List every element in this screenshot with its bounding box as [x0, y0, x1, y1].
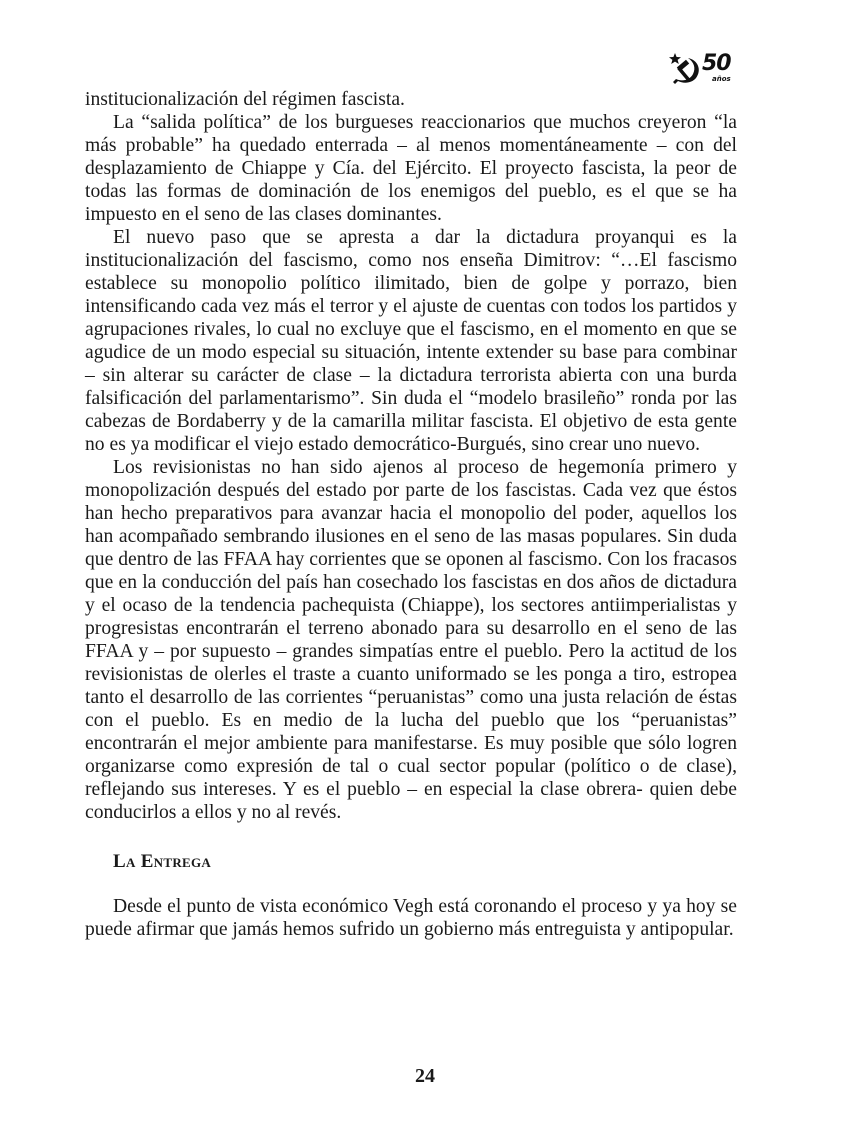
- hammer-sickle-star-icon: [668, 52, 704, 86]
- paragraph: La “salida política” de los burgueses reaccionarios que muchos creyeron “la más probable” ha quedado enterrada – al menos momentáneamente – con del desplazamiento de Chiappe y Cía. del Ejército. El proyecto fascista, la peor de todas las formas de dominación de los enemigos del pueblo, es el que se ha impuesto en el seno de las clases dominantes.: [85, 112, 737, 225]
- logo-subtitle: años: [712, 75, 731, 83]
- section-heading: La Entrega: [113, 851, 212, 872]
- paragraph: El nuevo paso que se apresta a dar la dictadura proyanqui es la institucionalización del fascismo, como nos enseña Dimitrov: “…El fascismo establece su monopolio político ilimitado, bien de golpe y porrazo, bien intensificando cada vez más el terror y el ajuste de cuentas con todos los partidos y agrupaciones rivales, lo cual no excluye que el fascismo, en el momento en que se agudice de un modo especial su situación, intente extender su base para combinar – sin alterar su carácter de clase – la dictadura terrorista abierta con una burda falsificación del parlamentarismo”. Sin duda el “modelo brasileño” ronda por las cabezas de Bordaberry y de la camarilla militar fascista. El objetivo de esta gente no es ya modificar el viejo estado democrático-Burgués, sino crear uno nuevo.: [85, 227, 737, 455]
- paragraph: Los revisionistas no han sido ajenos al proceso de hegemonía primero y monopolización después del estado por parte de los fascistas. Cada vez que éstos han hecho preparativos para avanzar hacia el monopolio del poder, aquellos los han acompañado sembrando ilusiones en el seno de las masas populares. Sin duda que dentro de las FFAA hay corrientes que se oponen al fascismo. Con los fracasos que en la conducción del país han cosechado los fascistas en dos años de dictadura y el ocaso de la tendencia pachequista (Chiappe), los sectores antiimperialistas y progresistas encontrarán el terreno abonado para su desarrollo en el seno de las FFAA y – por supuesto – grandes simpatías entre el pueblo. Pero la actitud de los revisionistas de olerles el traste a cuanto uniformado se les ponga a tiro, estropea tanto el desarrollo de las corrientes “peruanistas” como una justa relación de éstas con el pueblo. Es en medio de la lucha del pueblo que los “peruanistas” encontrarán el mejor ambiente para manifestarse. Es muy posible que sólo logren organizarse como expresión de tal o cual sector popular (político o de clase), reflejando sus intereses. Y es el pueblo – en especial la clase obrera- quien debe conducirlos a ellos y no al revés.: [85, 457, 737, 823]
- logo: [668, 52, 742, 88]
- page-body: [85, 88, 737, 941]
- paragraph-continuation: institucionalización del régimen fascista.: [85, 89, 405, 110]
- page-number: 24: [415, 1065, 435, 1087]
- paragraph: Desde el punto de vista económico Vegh está coronando el proceso y ya hoy se puede afirmar que jamás hemos sufrido un gobierno más entreguista y antipopular.: [85, 896, 737, 940]
- logo-number: 50: [702, 51, 731, 76]
